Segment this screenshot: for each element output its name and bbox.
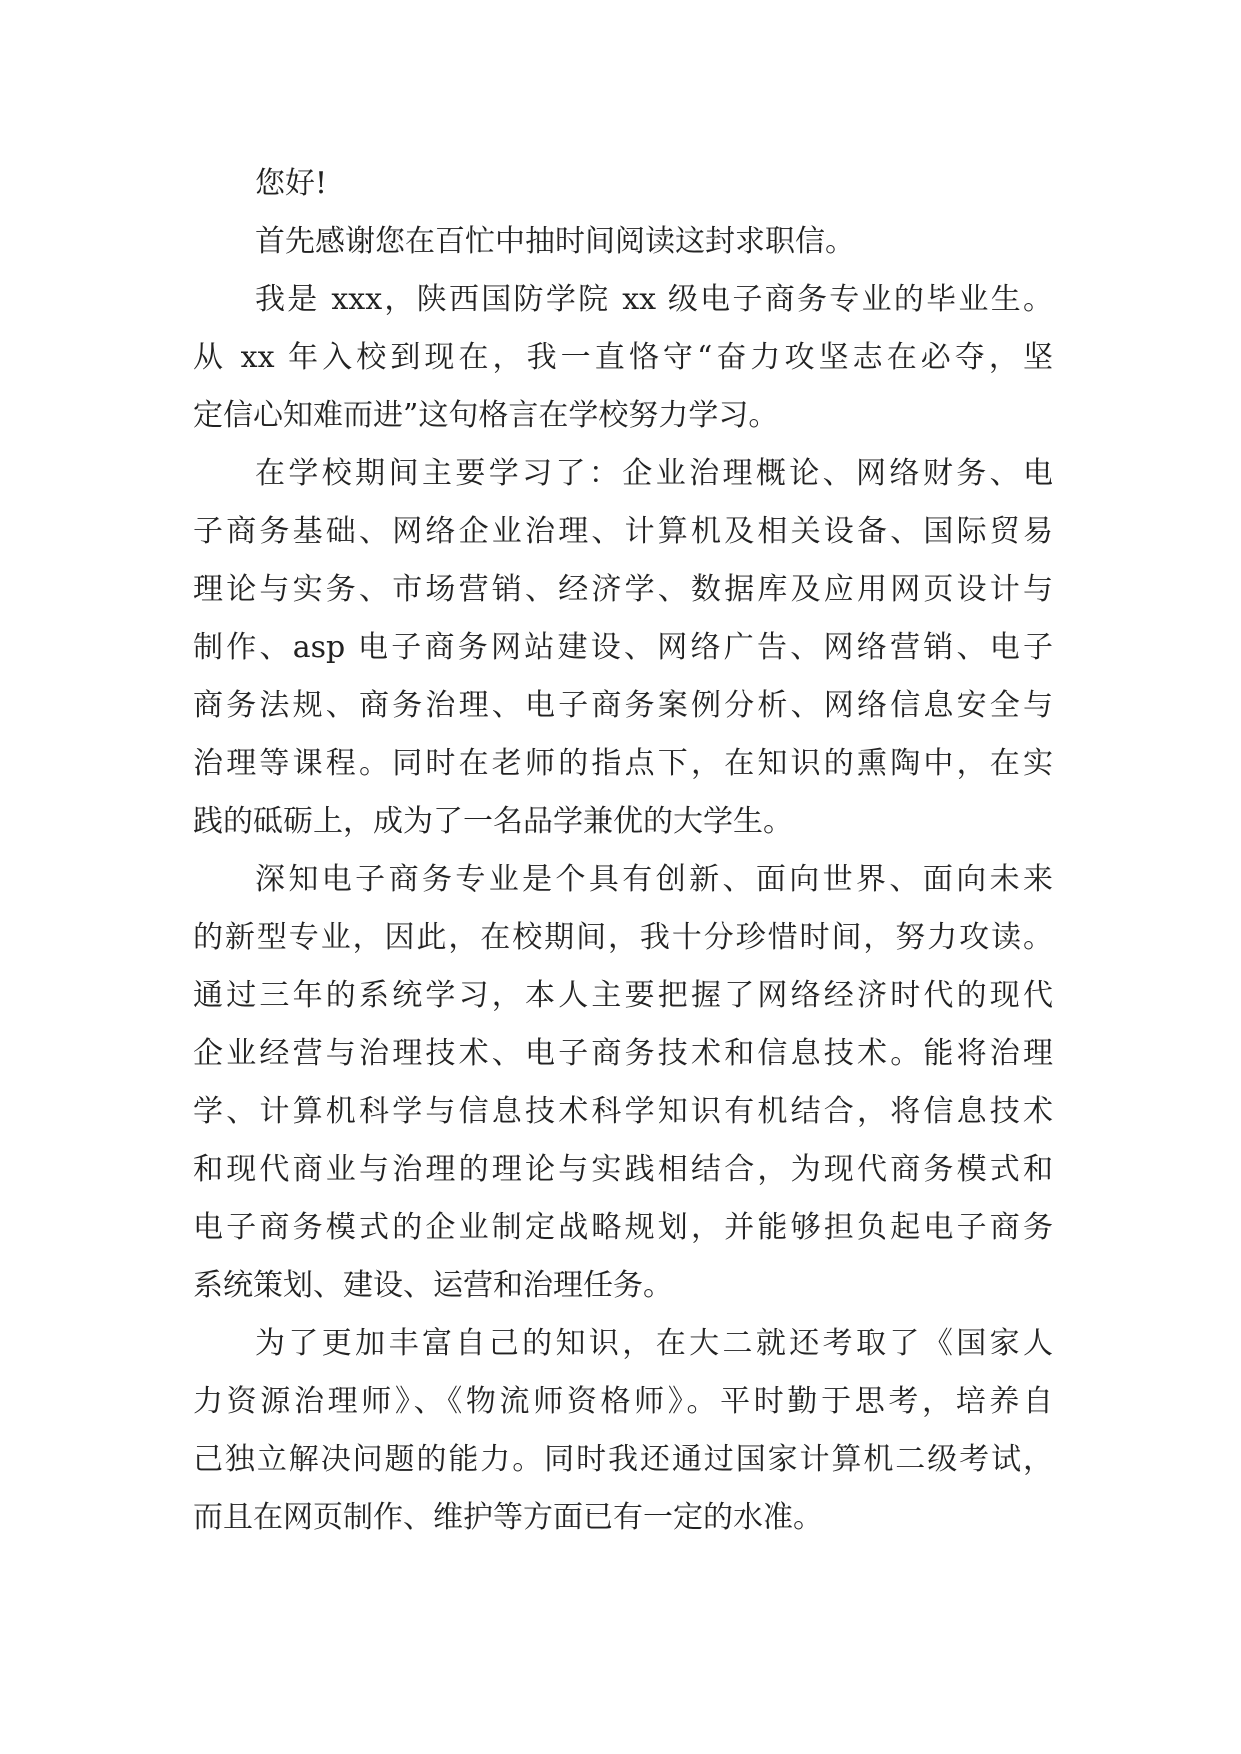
paragraph-line: 我是 xxx，陕西国防学院 xx 级电子商务专业的毕业生。 — [255, 282, 1053, 317]
paragraph-line: 和现代商业与治理的理论与实践相结合，为现代商务模式和 — [193, 1152, 1053, 1187]
paragraph-line: 企业经营与治理技术、电子商务技术和信息技术。能将治理 — [193, 1036, 1053, 1071]
paragraph-line: 践的砥砺上，成为了一名品学兼优的大学生。 — [193, 804, 793, 839]
paragraph-line: 电子商务模式的企业制定战略规划，并能够担负起电子商务 — [193, 1210, 1053, 1245]
paragraph-line: 理论与实务、市场营销、经济学、数据库及应用网页设计与 — [193, 572, 1053, 607]
paragraph-line: 制作、asp 电子商务网站建设、网络广告、网络营销、电子 — [193, 630, 1053, 665]
paragraph-line: 在学校期间主要学习了：企业治理概论、网络财务、电 — [255, 456, 1053, 491]
paragraph-line: 系统策划、建设、运营和治理任务。 — [193, 1268, 673, 1303]
letter-body — [193, 155, 1053, 1547]
paragraph-line: 治理等课程。同时在老师的指点下，在知识的熏陶中，在实 — [193, 746, 1053, 781]
paragraph-line: 而且在网页制作、维护等方面已有一定的水准。 — [193, 1500, 823, 1535]
paragraph-line: 深知电子商务专业是个具有创新、面向世界、面向未来 — [255, 862, 1053, 897]
paragraph-line: 的新型专业，因此，在校期间，我十分珍惜时间，努力攻读。 — [193, 920, 1053, 955]
paragraph-line: 学、计算机科学与信息技术科学知识有机结合，将信息技术 — [193, 1094, 1053, 1129]
paragraph-line: 力资源治理师》、《物流师资格师》。平时勤于思考，培养自 — [193, 1384, 1053, 1419]
paragraph-line: 为了更加丰富自己的知识，在大二就还考取了《国家人 — [255, 1326, 1053, 1361]
paragraph-line: 商务法规、商务治理、电子商务案例分析、网络信息安全与 — [193, 688, 1053, 723]
paragraph-line: 定信心知难而进”这句格言在学校努力学习。 — [193, 398, 779, 433]
paragraph-line: 通过三年的系统学习，本人主要把握了网络经济时代的现代 — [193, 978, 1053, 1013]
paragraph-line: 己独立解决问题的能力。同时我还通过国家计算机二级考试， — [193, 1442, 1053, 1477]
paragraph-line: 首先感谢您在百忙中抽时间阅读这封求职信。 — [255, 224, 855, 259]
greeting-line: 您好! — [255, 166, 328, 201]
paragraph-line: 子商务基础、网络企业治理、计算机及相关设备、国际贸易 — [193, 514, 1053, 549]
paragraph-line: 从 xx 年入校到现在，我一直恪守“奋力攻坚志在必夺，坚 — [193, 340, 1053, 375]
